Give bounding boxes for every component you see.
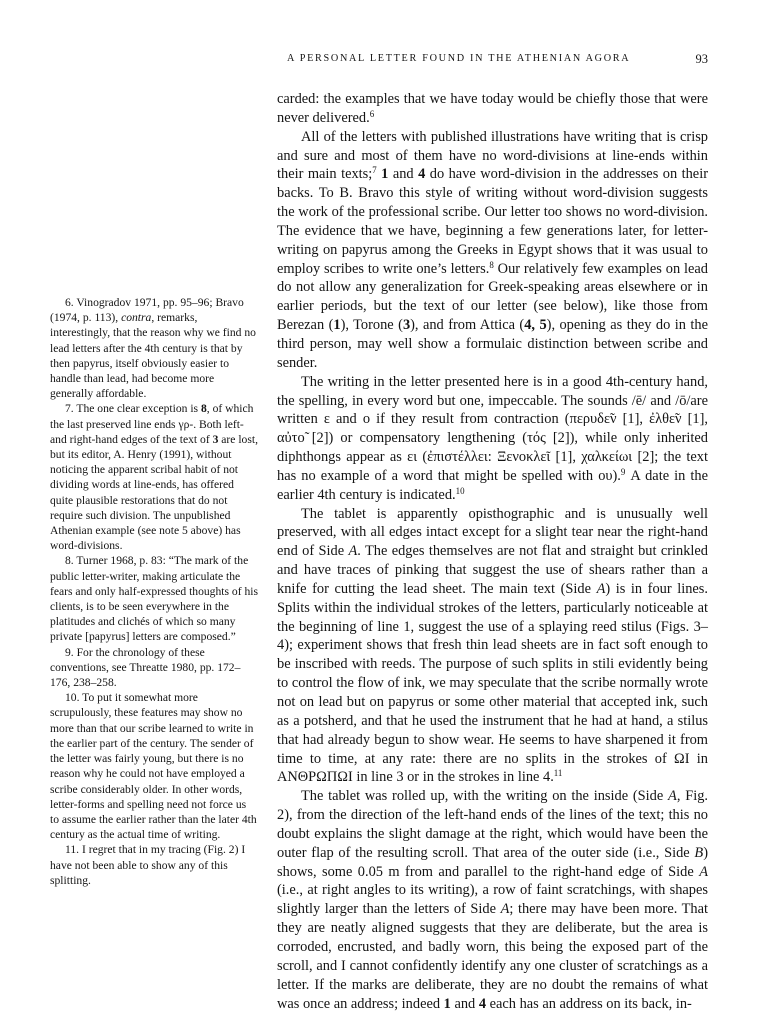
paragraph-1: carded: the examples that we have today would be chiefly those that were never delivered.$^6$ [277, 91, 708, 126]
footnote-ref-10[interactable]: 10 [455, 485, 465, 496]
footnote-8: 8. Turner 1968, p. 83: “The mark of the public letter-writer, making articulate the fears and only half-expressed thoughts of his clients, is to be seen everywhere in the platitudes and clichés of which so many private [papyrus] letters are composed.” [50, 554, 258, 644]
letter-number: 4 [478, 995, 487, 1012]
side-notes [50, 295, 258, 975]
running-head: A PERSONAL LETTER FOUND IN THE ATHENIAN AGORA [287, 53, 631, 64]
footnote-ref-6[interactable]: 6 [369, 108, 375, 119]
letter-number: 3 [402, 317, 411, 334]
footnote-ref-9[interactable]: 9 [620, 466, 626, 477]
footnote-9: 9. For the chronology of these conventions, see Threatte 1980, pp. 172–176, 238–258. [50, 645, 241, 690]
footnote-ref-8[interactable]: 8 [489, 259, 494, 270]
footnote-7: 7. The one clear exception is 8, of which the last preserved line ends γρ-. Both left- and right-hand edges of the text of 3 are lost, but its editor, A. Henry (1991), without noticing the apparent scribal habit of not dividing words at line-ends, has offered quite plausible restorations that do not require such division. The unpublished Athenian example (see note 5 above) has word-divisions. [50, 402, 258, 553]
paragraph-3: The writing in the letter presented here is in a good 4th-century hand, the spelling, in every word but one, impeccable. The sounds /ē/ and /ō/are written ε and ο if they result from contraction (περυδε̃ν [1], ἐλθε̃ν [1], αὐτο̃ [2]) or compensatory lengthening (τός [2]), while only inherited diphthongs appear as ει (ἐπιστέλλει: Ξενοκλεῖ [1], χαλκείωι [2]; the text has no example of a word that might be spelled with ου).$^9$ A date in the earlier 4th century is indicated.$^{10}$ [277, 373, 709, 503]
footnote-10: 10. To put it somewhat more scrupulously, these features may show no more than that our scribe learned to write in the earlier part of the century. The sender of the letter was fairly young, but there is no reason why he could not have employed a scribe considerably older. In other words, letter-forms and spelling need not force us to assume the earlier rather than the later 4th century as the actual time of writing. [50, 691, 257, 842]
letter-number: 4, 5 [524, 317, 547, 334]
footnote-6: 6. Vinogradov 1971, pp. 95–96; Bravo (1974, p. 113), contra, remarks, interestingly, that the reason why we find no lead letters after the 4th century is that by then papyrus, itself obviously easier to handle than lead, had become more generally affordable. [50, 296, 256, 401]
footnote-ref-7[interactable]: 7 [372, 165, 377, 176]
letter-number: 4 [418, 166, 426, 183]
footnote-ref-11[interactable]: 11 [553, 768, 563, 779]
letter-number: 1 [381, 166, 389, 183]
page-number: 93 [695, 52, 708, 66]
letter-number: 1 [443, 995, 451, 1012]
footnote-11: 11. I regret that in my tracing (Fig. 2) I have not been able to show any of this splitting. [50, 843, 246, 887]
main-text [277, 90, 709, 1012]
paragraph-2: All of the letters with published illustrations have writing that is crisp and sure and most of them have no word-divisions at line-ends within their main texts;$^7$ 1 and 4 do have word-division in the addresses on their backs. To B. Bravo this style of writing without word-division suggests the work of the professional scribe. Our letter too shows no word-division. The evidence that we have, beginning a few generations later, for letter-writing on papyrus among the Greeks in Egypt shows that it was usual to employ scribes to write one’s letters.$^8$ Our relatively few examples on lead do not allow any generalization for Greek-speaking areas elsewhere or in earlier periods, but the text of our letter (see below), like those from Berezan (1), Torone (3), and from Attica (4, 5), opening as they do in the third person, may well show a formulaic distinction between scribe and sender. [277, 128, 709, 371]
letter-number: 1 [333, 317, 341, 334]
paragraph-5: The tablet was rolled up, with the writing on the inside (Side A, Fig. 2), from the direction of the left-hand ends of the lines of the text; this no doubt explains the slight damage at the right, which would have been the outer flap of the resulting scroll. That area of the outer side (i.e., Side B) shows, some 0.05 m from and parallel to the right-hand edge of Side A (i.e., at right angles to its writing), a row of faint scratchings, with shapes slightly larger than the letters of Side A; there may have been more. That they are neatly aligned suggests that they are deliberate, but the area is corroded, encrusted, and badly worn, this being the exposed part of the scroll, and I cannot confidently identify any one cluster of scratchings as a letter. If the marks are deliberate, they are no doubt the remains of what was once an address; indeed 1 and 4 each has an address on its back, in- [277, 788, 708, 1012]
paragraph-4: The tablet is apparently opisthographic and is unusually well preserved, with all edges intact except for a slight tear near the right-hand end of Side A. The edges themselves are not flat and straight but crinkled and have traces of pinking that suggest the use of shears rather than a knife for cutting the lead sheet. The main text (Side A) is in four lines. Splits within the individual strokes of the letters, particularly noticeable at the beginning of line 1, suggest the use of a splaying reed stilus (Figs. 3–4); experiment shows that fresh thin lead sheets are in fact soft enough to be inscribed with reeds. The purpose of such splits in stili evidently being to control the flow of ink, we may speculate that the scribe normally wrote not on lead but on papyrus or some other material that accepted ink, such as a potsherd, and that he used the instrument that he had at hand, a stilus that had already begun to show wear. He seems to have sharpened it from time to time, at any rate: there are no splits in the strokes of ΩΙ in ΑΝΘΡΩΠΩΙ in line 3 or in the strokes in line 4.11 [277, 505, 708, 786]
